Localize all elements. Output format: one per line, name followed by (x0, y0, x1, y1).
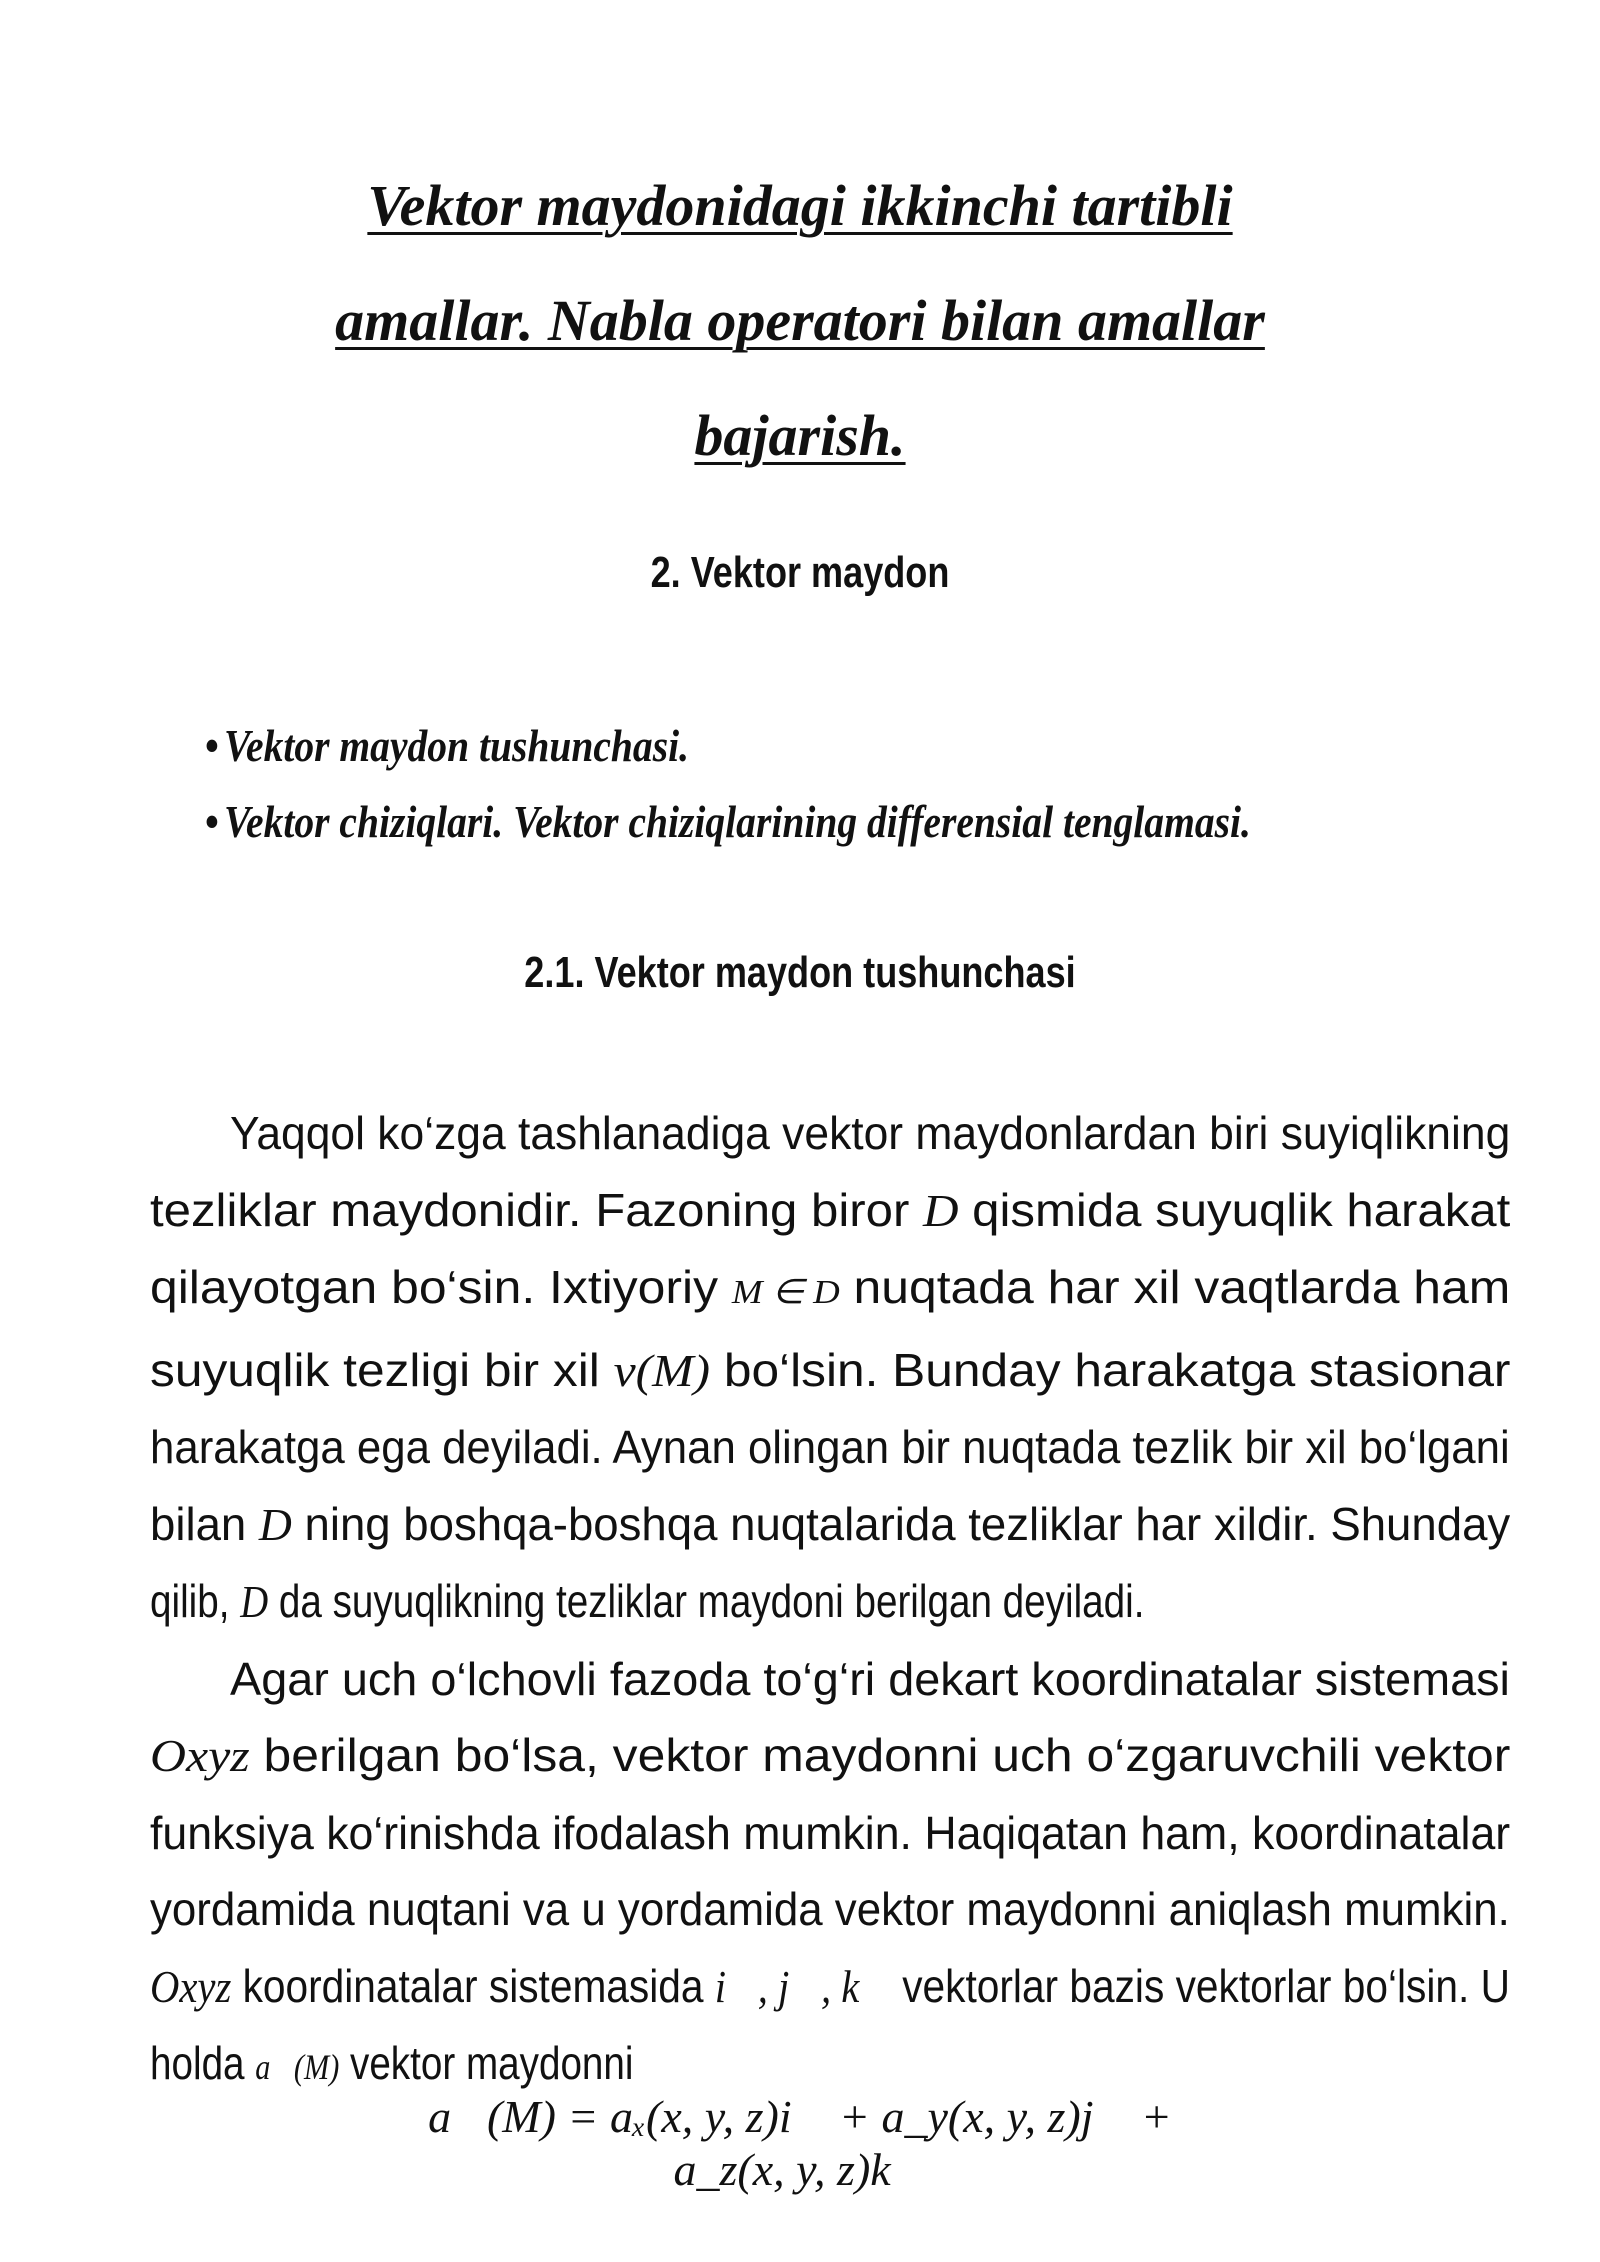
text-line: Agar uch o‘lchovli fazoda to‘g‘ri dekart koordinatalar sistemasi (230, 1652, 1510, 1705)
vector-field-formula: a⃗(M) = aₓ(x, y, z)i⃗ + a_y(x, y, z)j⃗ + a_z(x, y, z)k⃗ (428, 2091, 1172, 2195)
list-item (205, 784, 1251, 860)
bullet-text: Vektor maydon tushunchasi. (224, 720, 689, 771)
list-item (205, 708, 1251, 784)
text-line: qilayotgan bo‘sin. Ixtiyoriy M ∈ D nuqtada har xil vaqtlarda ham (150, 1261, 1511, 1313)
text-line: Oxyz berilgan bo‘lsa, vektor maydonni uch o‘zgaruvchili vektor (150, 1729, 1511, 1781)
section-heading: 2. Vektor maydon (650, 548, 950, 597)
text-line: tezliklar maydonidir. Fazoning biror D qismida suyuqlik harakat (150, 1183, 1511, 1236)
text-line: Oxyz koordinatalar sistemasida i⃗, j⃗, k⃗ vektorlar bazis vektorlar bo‘lsin. U (150, 1959, 1510, 2012)
text-line: bilan D ning boshqa-boshqa nuqtalarida tezliklar har xildir. Shunday (150, 1497, 1511, 1550)
title-line-3: bajarish. (694, 403, 906, 468)
text-line: yordamida nuqtani va u yordamida vektor maydonni aniqlash mumkin. (150, 1883, 1510, 1935)
title-line-1: Vektor maydonidagi ikkinchi tartibli (367, 173, 1233, 238)
body-text (150, 1095, 1510, 2106)
topic-list (205, 708, 1421, 860)
bullet-icon: • (205, 796, 219, 847)
title-line-2: amallar. Nabla operatori bilan amallar (335, 288, 1265, 353)
text-line: holda a⃗(M) vektor maydonni (150, 2037, 634, 2089)
subsection-heading: 2.1. Vektor maydon tushunchasi (524, 948, 1076, 997)
text-line: Yaqqol ko‘zga tashlanadiga vektor maydonlardan biri suyiqlikning (230, 1107, 1511, 1159)
bullet-text: Vektor chiziqlari. Vektor chiziqlarining differensial tenglamasi. (224, 796, 1251, 847)
text-line: harakatga ega deyiladi. Aynan olingan bir nuqtada tezlik bir xil bo‘lgani (150, 1421, 1510, 1473)
text-line: suyuqlik tezligi bir xil v(M) bo‘lsin. Bunday harakatga stasionar (150, 1343, 1511, 1396)
document-title (250, 148, 1350, 493)
bullet-icon: • (205, 720, 219, 771)
text-line: qilib, D da suyuqlikning tezliklar maydoni berilgan deyiladi. (150, 1575, 1145, 1627)
text-line: funksiya ko‘rinishda ifodalash mumkin. Haqiqatan ham, koordinatalar (150, 1806, 1511, 1859)
